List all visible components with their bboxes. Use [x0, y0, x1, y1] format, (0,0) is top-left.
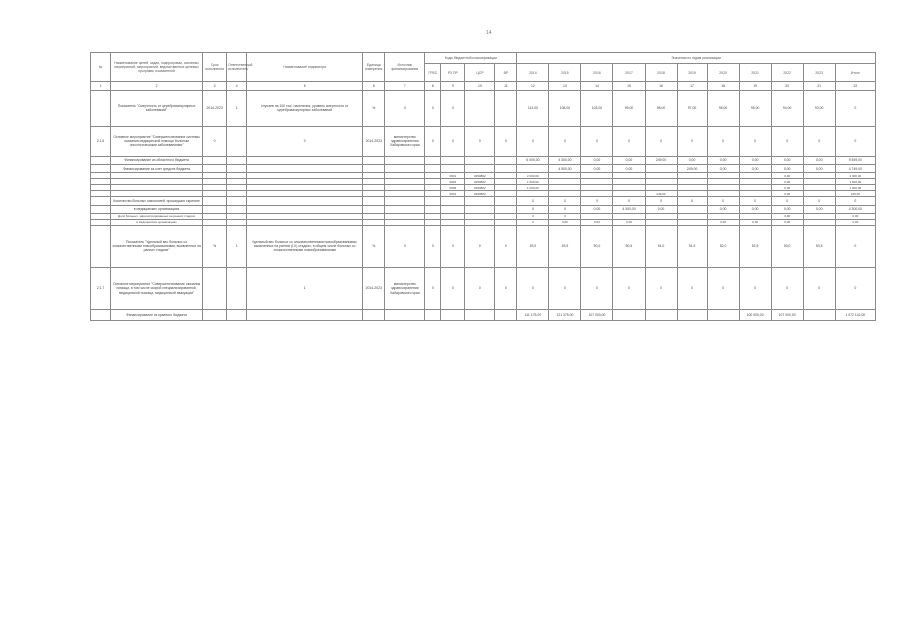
row-name: в медицинских организациях	[111, 219, 203, 225]
row-year-value: 0,00	[803, 165, 835, 173]
row-year-value: 95,00	[739, 90, 771, 126]
row-indicator	[247, 310, 363, 321]
row-unit	[363, 197, 385, 205]
row-budget-vr	[495, 205, 517, 213]
row-year-value: 0	[645, 197, 677, 205]
row-year-value: 51,5	[677, 225, 707, 267]
table-row	[91, 197, 876, 205]
row-year-value: 0	[707, 197, 739, 205]
column-number: 10	[465, 82, 495, 90]
row-year-value: 0,00	[739, 219, 771, 225]
row-year-value: 53,0	[771, 225, 803, 267]
row-year-value: 0	[517, 197, 549, 205]
row-year-value: 103,00	[581, 90, 613, 126]
row-budget-rzpr: 0901	[441, 191, 465, 197]
row-number	[91, 310, 111, 321]
row-year-value: 0	[803, 267, 835, 309]
row-year-value: 0,00	[771, 156, 803, 164]
budget-table	[90, 52, 876, 321]
row-year-value: 94,00	[771, 90, 803, 126]
row-year-value: 111 175,00	[517, 310, 549, 321]
row-year-value: 0	[549, 267, 581, 309]
row-budget-vr	[495, 90, 517, 126]
row-budget-grbs: 0	[425, 126, 441, 156]
row-year-value: 0,00	[803, 156, 835, 164]
column-number: 4	[227, 82, 247, 90]
row-year-value: 49,5	[549, 225, 581, 267]
row-budget-csr: 0250802	[465, 185, 495, 191]
row-year-value: 0,00	[549, 219, 581, 225]
column-number: 1	[91, 82, 111, 90]
row-year-value: 0	[549, 197, 581, 205]
row-year-value: 0	[803, 197, 835, 205]
row-term	[203, 165, 227, 173]
row-year-value: 0,00	[707, 165, 739, 173]
row-indicator	[247, 197, 363, 205]
row-year-value: 0,00	[771, 219, 803, 225]
row-year-value	[645, 310, 677, 321]
row-budget-grbs	[425, 156, 441, 164]
row-name: Финансирование за счет средств бюджета	[111, 165, 203, 173]
header-term: Срок исполнения	[203, 53, 227, 82]
row-year-value: 0,00	[771, 185, 803, 191]
row-budget-csr	[465, 310, 495, 321]
header-year-col: Итого	[835, 64, 875, 82]
row-year-value: 96,00	[707, 90, 739, 126]
row-unit: 2014-2023	[363, 126, 385, 156]
row-year-value: 53,5	[803, 225, 835, 267]
row-budget-rzpr: 0	[441, 267, 465, 309]
row-year-value	[707, 310, 739, 321]
row-responsible	[227, 310, 247, 321]
row-year-value: 0	[739, 126, 771, 156]
row-number	[91, 197, 111, 205]
header-year-col: 2018	[645, 64, 677, 82]
row-year-value: 0	[581, 267, 613, 309]
row-year-value: 1 072 142,00	[835, 310, 875, 321]
column-number: 9	[441, 82, 465, 90]
row-year-value	[613, 310, 645, 321]
row-unit	[363, 156, 385, 164]
row-year-value: 100 000,00	[739, 310, 771, 321]
row-number: 2.1.6	[91, 126, 111, 156]
row-responsible	[227, 156, 247, 164]
row-budget-csr: 0250802	[465, 173, 495, 179]
table-row	[91, 310, 876, 321]
row-number	[91, 90, 111, 126]
row-year-value: 52,0	[707, 225, 739, 267]
row-budget-rzpr	[441, 197, 465, 205]
column-number: 6	[363, 82, 385, 90]
row-responsible	[227, 165, 247, 173]
row-budget-csr: 0250802	[465, 179, 495, 185]
row-name: Основное мероприятие "Совершенствование оказания помощи, в том числе скорой специализированной, медицинской помощи, медицинской эвакуации"	[111, 267, 203, 309]
header-name: Наименование целей, задач, подпрограмм, основных мероприятий, мероприятий, ведомственных целевых программ, показателей	[111, 53, 203, 82]
row-budget-csr	[465, 205, 495, 213]
row-year-value: 249,00	[645, 156, 677, 164]
row-budget-grbs	[425, 165, 441, 173]
row-budget-csr	[465, 156, 495, 164]
header-year-col: 2020	[707, 64, 739, 82]
row-year-value: 98,00	[645, 90, 677, 126]
row-number: 2.1.7	[91, 267, 111, 309]
row-year-value: 0,00	[581, 165, 613, 173]
row-year-value: 0	[517, 267, 549, 309]
row-responsible	[227, 197, 247, 205]
row-year-value: 0,00	[771, 173, 803, 179]
row-budget-vr	[495, 156, 517, 164]
column-number: 22	[835, 82, 875, 90]
row-year-value: 0,00	[581, 205, 613, 213]
row-year-value: 49,0	[517, 225, 549, 267]
table-row	[91, 126, 876, 156]
row-name: Количество больных онкологией, прошедших скрининг	[111, 197, 203, 205]
row-unit	[363, 205, 385, 213]
row-budget-csr	[465, 165, 495, 173]
row-year-value: 0	[739, 267, 771, 309]
row-year-value: 2 000,00	[517, 173, 549, 179]
row-unit: %	[363, 225, 385, 267]
header-year-col: 2016	[581, 64, 613, 82]
row-year-value: 0	[677, 126, 707, 156]
row-year-value: 2 000,00	[835, 173, 875, 179]
row-year-value: 0,00	[581, 219, 613, 225]
row-year-value: 0,00	[645, 205, 677, 213]
row-year-value: 52,5	[739, 225, 771, 267]
column-number: 21	[803, 82, 835, 90]
row-year-value: 0	[645, 267, 677, 309]
row-term	[203, 197, 227, 205]
row-year-value: 93,00	[803, 90, 835, 126]
row-year-value: 0	[517, 213, 549, 219]
row-responsible	[227, 267, 247, 309]
header-year-col: 2023	[803, 64, 835, 82]
row-name: Основное мероприятие "Совершенствование системы оказания медицинской помощи больным онкологическими заболеваниями"	[111, 126, 203, 156]
row-year-value: 97,00	[677, 90, 707, 126]
row-year-value: 0	[835, 225, 875, 267]
row-year-value: 0	[771, 126, 803, 156]
row-year-value: 0	[739, 197, 771, 205]
row-budget-vr	[495, 310, 517, 321]
row-source: 0	[385, 225, 425, 267]
row-budget-rzpr: 0901	[441, 173, 465, 179]
row-year-value: 0	[835, 267, 875, 309]
row-year-value: 0	[517, 205, 549, 213]
header-year-col: 2017	[613, 64, 645, 82]
row-year-value: 0,00	[771, 205, 803, 213]
row-year-value: 0	[613, 197, 645, 205]
header-budget-col: РЗ ПР	[441, 64, 465, 82]
row-year-value: 0,00	[677, 156, 707, 164]
row-year-value	[677, 310, 707, 321]
row-year-value: 0,00	[581, 156, 613, 164]
budget-table-sheet	[90, 52, 876, 318]
header-year-col: 2014	[517, 64, 549, 82]
row-year-value: 0	[613, 267, 645, 309]
row-year-value: 0	[549, 205, 581, 213]
row-responsible	[227, 205, 247, 213]
column-number: 17	[677, 82, 707, 90]
row-name: Показатель "Удельный вес больных со злокачественными новообразованиями, выявленных на ранних стадиях"	[111, 225, 203, 267]
row-budget-grbs	[425, 197, 441, 205]
row-term	[203, 310, 227, 321]
row-year-value	[517, 165, 549, 173]
row-year-value: 0	[549, 213, 581, 219]
column-number: 20	[771, 82, 803, 90]
column-number: 5	[247, 82, 363, 90]
row-budget-vr: 0	[495, 225, 517, 267]
row-indicator: 1	[247, 267, 363, 309]
row-source	[385, 197, 425, 205]
column-numbers-row	[91, 82, 876, 90]
row-term: 2014-2023	[203, 90, 227, 126]
row-year-value: 113,00	[517, 90, 549, 126]
header-budget-group: Коды бюджетной классификации	[425, 53, 517, 64]
row-budget-vr	[495, 197, 517, 205]
row-budget-rzpr	[441, 205, 465, 213]
row-source: 0	[385, 90, 425, 126]
row-budget-rzpr: 0902	[441, 179, 465, 185]
row-year-value: 249,00	[835, 191, 875, 197]
row-year-value: 0,00	[771, 213, 803, 219]
row-responsible: 1	[227, 225, 247, 267]
row-year-value: 0	[677, 197, 707, 205]
row-year-value: 0,00	[835, 213, 875, 219]
row-budget-rzpr: 0	[441, 90, 465, 126]
row-responsible: 1	[227, 90, 247, 126]
row-budget-csr	[465, 90, 495, 126]
row-budget-csr	[465, 197, 495, 205]
row-year-value: 0	[835, 90, 875, 126]
header-year-col: 2019	[677, 64, 707, 82]
row-indicator	[247, 165, 363, 173]
row-indicator: Удельный вес больных со злокачественными новообразованиями, выявленных на ранних (I-II) стадиях, в общем числе больных со злокачественными новообразованиями	[247, 225, 363, 267]
row-year-value: 0,00	[771, 191, 803, 197]
row-year-value: 108,00	[549, 90, 581, 126]
row-number	[91, 205, 111, 213]
row-year-value: 0,00	[707, 205, 739, 213]
table-row	[91, 90, 876, 126]
row-year-value: 0,00	[739, 205, 771, 213]
row-year-value: 0,00	[803, 205, 835, 213]
row-unit	[363, 310, 385, 321]
row-year-value: 0	[613, 126, 645, 156]
row-year-value: 0	[517, 126, 549, 156]
row-budget-rzpr: 0	[441, 126, 465, 156]
row-year-value: 1 000,00	[835, 185, 875, 191]
row-year-value: 107 000,00	[581, 310, 613, 321]
row-year-value: 0	[835, 197, 875, 205]
row-year-value: 0	[803, 126, 835, 156]
row-name: Финансирование из краевого бюджета	[111, 310, 203, 321]
row-budget-rzpr	[441, 310, 465, 321]
row-budget-csr: 0	[465, 126, 495, 156]
header-budget-col: ГРБС	[425, 64, 441, 82]
row-year-value: 1 500,00	[835, 179, 875, 185]
column-number: 2	[111, 82, 203, 90]
row-year-value: 249,00	[677, 165, 707, 173]
column-number: 7	[385, 82, 425, 90]
row-budget-grbs: 0	[425, 225, 441, 267]
row-budget-vr: 0	[495, 126, 517, 156]
row-year-value: 0,00	[739, 165, 771, 173]
row-budget-grbs: 0	[425, 90, 441, 126]
row-year-value: 0	[707, 267, 739, 309]
row-indicator: случаев на 100 тыс. населения, уровень смертности от цереброваскулярных заболеваний	[247, 90, 363, 126]
header-indicator: Наименование индикатора	[247, 53, 363, 82]
row-budget-vr	[495, 165, 517, 173]
row-budget-csr: 0	[465, 267, 495, 309]
row-year-value: 50,0	[581, 225, 613, 267]
row-responsible	[227, 126, 247, 156]
row-name: Финансирование из областного бюджета	[111, 156, 203, 164]
row-year-value: 0,00	[771, 179, 803, 185]
row-year-value: 4 300,00	[613, 205, 645, 213]
row-year-value: 0	[549, 126, 581, 156]
row-year-value: 0	[581, 126, 613, 156]
row-year-value: 0,00	[707, 219, 739, 225]
row-year-value: 4 749,00	[835, 165, 875, 173]
column-number: 13	[549, 82, 581, 90]
row-budget-grbs: 0	[425, 267, 441, 309]
header-year-col: 2015	[549, 64, 581, 82]
page-number: 14	[486, 30, 492, 36]
row-source	[385, 310, 425, 321]
row-term: %	[203, 225, 227, 267]
column-number: 11	[495, 82, 517, 90]
row-year-value: 4 300,00	[835, 205, 875, 213]
row-term	[203, 205, 227, 213]
row-year-value: 4 300,00	[549, 156, 581, 164]
column-number: 15	[613, 82, 645, 90]
row-source	[385, 205, 425, 213]
header-responsible: Ответственный исполнитель	[227, 53, 247, 82]
column-number: 3	[203, 82, 227, 90]
row-year-value: 0,00	[771, 165, 803, 173]
header-no: №	[91, 53, 111, 82]
column-number: 18	[707, 82, 739, 90]
column-number: 19	[739, 82, 771, 90]
row-indicator: 0	[247, 126, 363, 156]
row-number	[91, 225, 111, 267]
row-budget-grbs	[425, 310, 441, 321]
row-source: министерство здравоохранения Хабаровского края	[385, 267, 425, 309]
row-indicator	[247, 205, 363, 213]
row-year-value: 5 000,00	[517, 156, 549, 164]
row-unit: %	[363, 90, 385, 126]
row-term	[203, 267, 227, 309]
row-year-value: 51,0	[645, 225, 677, 267]
row-year-value	[803, 310, 835, 321]
header-budget-col: ЦСР	[465, 64, 495, 82]
row-year-value: 0	[835, 126, 875, 156]
row-year-value: 0,00	[613, 156, 645, 164]
row-year-value: 0,00	[707, 156, 739, 164]
header-budget-col: ВР	[495, 64, 517, 82]
row-year-value: 0	[707, 126, 739, 156]
row-year-value: 0	[771, 197, 803, 205]
row-name: Показатель "Смертность от цереброваскулярных заболеваний"	[111, 90, 203, 126]
row-year-value	[677, 205, 707, 213]
row-year-value: 0,00	[613, 165, 645, 173]
column-number: 14	[581, 82, 613, 90]
row-term: 0	[203, 126, 227, 156]
column-number: 12	[517, 82, 549, 90]
row-unit: 2014-2023	[363, 267, 385, 309]
table-row	[91, 225, 876, 267]
row-year-value: 1 500,00	[517, 179, 549, 185]
row-budget-csr: 0	[465, 225, 495, 267]
table-body	[91, 82, 876, 321]
row-indicator	[247, 156, 363, 164]
row-year-value: 107 000,00	[771, 310, 803, 321]
row-budget-grbs	[425, 205, 441, 213]
table-row	[91, 165, 876, 173]
header-year-col: 2021	[739, 64, 771, 82]
row-term	[203, 156, 227, 164]
row-budget-rzpr: 0	[441, 225, 465, 267]
row-budget-rzpr	[441, 165, 465, 173]
header-source: Источник финансирования	[385, 53, 425, 82]
row-source	[385, 165, 425, 173]
row-budget-rzpr: 0909	[441, 185, 465, 191]
row-year-value: 9 549,00	[835, 156, 875, 164]
row-name: в медицинских организациях	[111, 205, 203, 213]
column-number: 8	[425, 82, 441, 90]
row-budget-vr: 0	[495, 267, 517, 309]
table-row	[91, 156, 876, 164]
row-number	[91, 165, 111, 173]
row-year-value: 0,00	[835, 219, 875, 225]
row-budget-csr: 0250802	[465, 191, 495, 197]
row-number	[91, 156, 111, 164]
row-year-value: 0,00	[739, 156, 771, 164]
row-year-value: 0	[645, 126, 677, 156]
row-year-value: 0	[677, 267, 707, 309]
row-budget-rzpr	[441, 156, 465, 164]
row-source: министерство здравоохранения Хабаровского края	[385, 126, 425, 156]
row-year-value: 0,00	[613, 219, 645, 225]
row-year-value: 50,5	[613, 225, 645, 267]
row-year-value: 121 375,00	[549, 310, 581, 321]
header-unit: Единица измерения	[363, 53, 385, 82]
row-year-value: 0	[771, 267, 803, 309]
column-number: 16	[645, 82, 677, 90]
row-year-value: 0	[581, 197, 613, 205]
row-source	[385, 156, 425, 164]
row-year-value: 0	[517, 219, 549, 225]
table-row	[91, 267, 876, 309]
row-year-value: 99,00	[613, 90, 645, 126]
row-unit	[363, 165, 385, 173]
row-year-value: 4 500,00	[549, 165, 581, 173]
header-year-col: 2022	[771, 64, 803, 82]
table-row	[91, 205, 876, 213]
row-year-value: 249,00	[645, 191, 677, 197]
header-values-group: Значения по годам реализации	[517, 53, 876, 64]
row-year-value	[645, 165, 677, 173]
row-year-value: 1 000,00	[517, 185, 549, 191]
row-name: Доля больных, зарегистрированных на ранних стадиях	[111, 213, 203, 219]
